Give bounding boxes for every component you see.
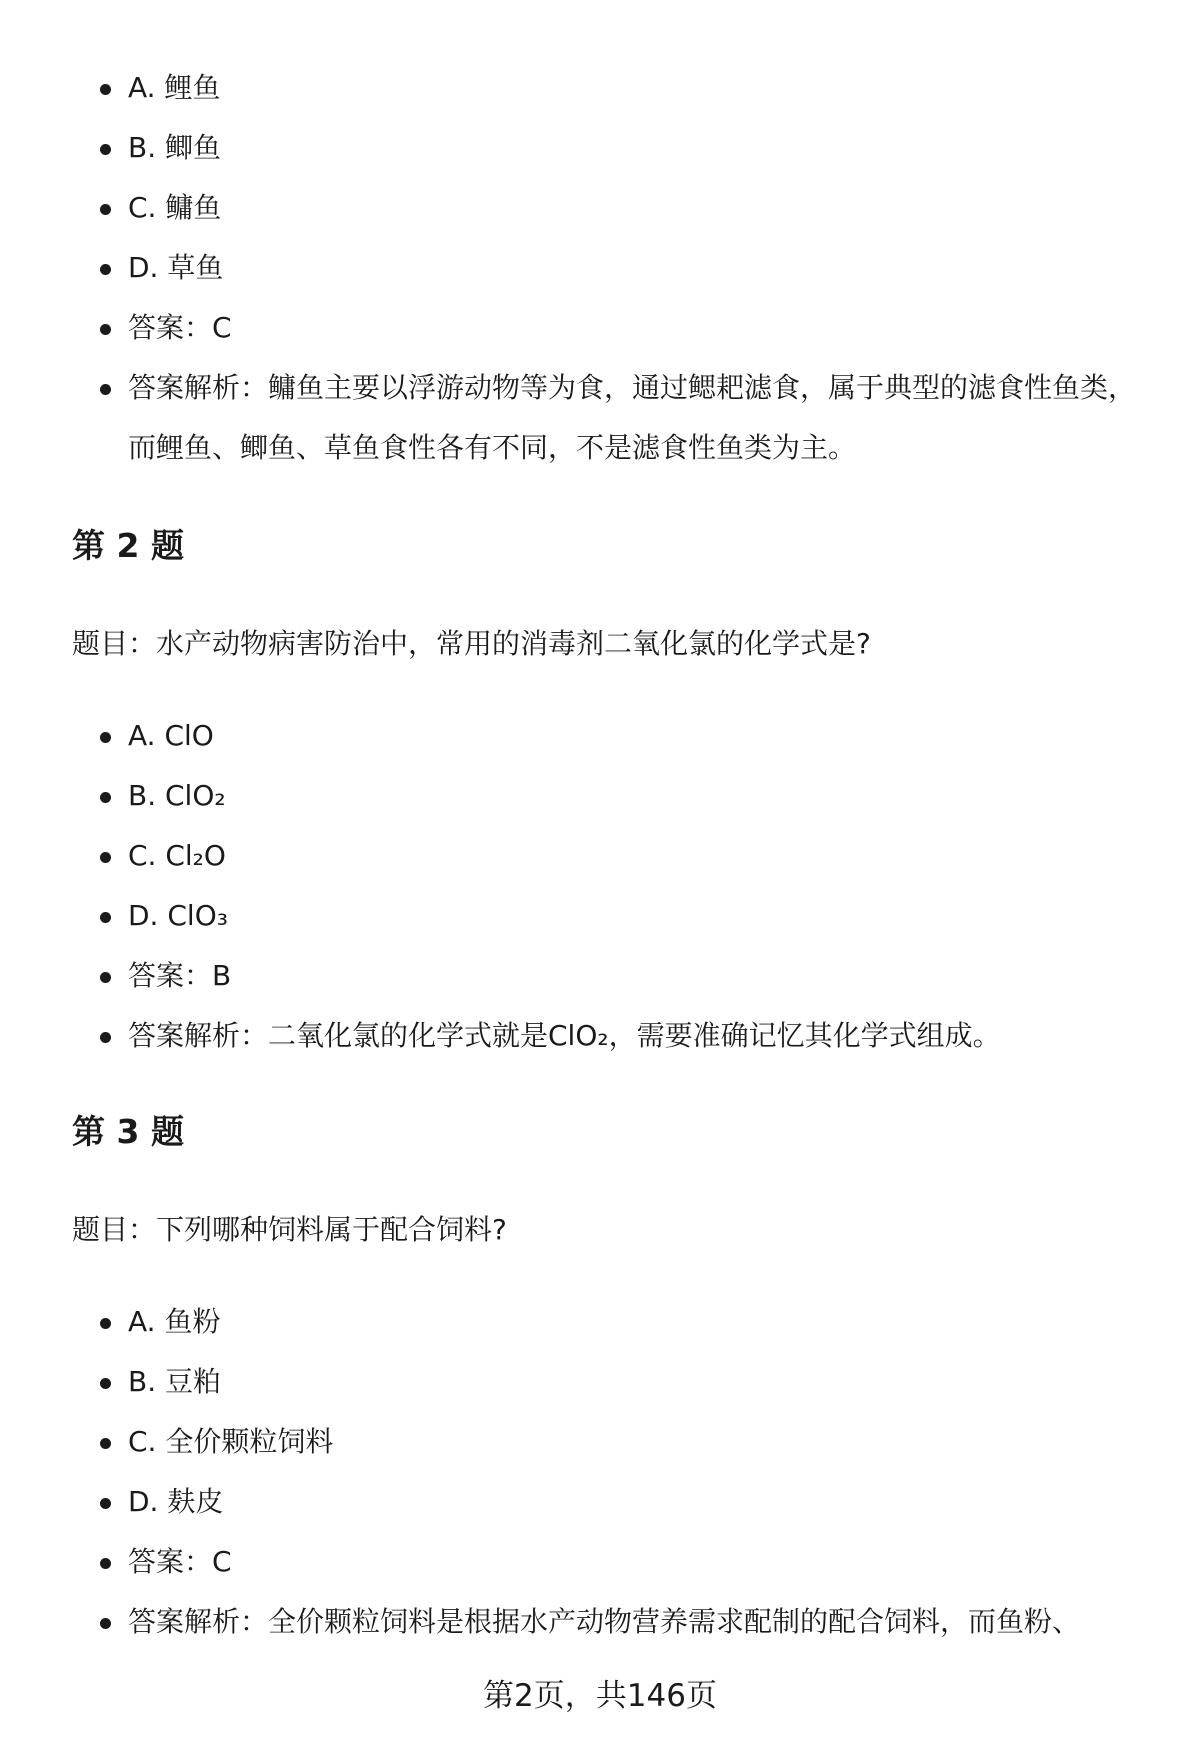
option-b: B. 豆粕 (72, 1352, 1152, 1412)
option-c: C. 鳙鱼 (72, 178, 1152, 238)
bullet-icon (100, 1318, 111, 1329)
question-2-list (72, 706, 1152, 1066)
question-2-heading: 第 2 题 (72, 526, 184, 565)
bullet-icon (100, 84, 111, 95)
option-b: B. ClO₂ (72, 766, 1152, 826)
bullet-icon (100, 1618, 111, 1629)
bullet-icon (100, 1438, 111, 1449)
question-3-heading: 第 3 题 (72, 1112, 184, 1151)
option-d: D. ClO₃ (72, 886, 1152, 946)
bullet-icon (100, 732, 111, 743)
option-b: B. 鲫鱼 (72, 118, 1152, 178)
option-a: A. 鱼粉 (72, 1292, 1152, 1352)
answer: 答案：B (72, 946, 1152, 1006)
bullet-icon (100, 1498, 111, 1509)
option-d: D. 麸皮 (72, 1472, 1152, 1532)
question-3-stem: 题目：下列哪种饲料属于配合饲料? (72, 1213, 507, 1246)
question-3-list (72, 1292, 1152, 1652)
bullet-icon (100, 384, 111, 395)
bullet-icon (100, 912, 111, 923)
answer-explanation: 答案解析：全价颗粒饲料是根据水产动物营养需求配制的配合饲料，而鱼粉、 (72, 1592, 1152, 1652)
bullet-icon (100, 324, 111, 335)
answer-explanation: 答案解析：鳙鱼主要以浮游动物等为食，通过鳃耙滤食，属于典型的滤食性鱼类，而鲤鱼、鲫鱼、草鱼食性各有不同，不是滤食性鱼类为主。 (72, 358, 1152, 478)
option-a: A. ClO (72, 706, 1152, 766)
answer: 答案：C (72, 298, 1152, 358)
page-number-footer: 第2页，共146页 (483, 1678, 717, 1714)
bullet-icon (100, 1558, 111, 1569)
question-2-stem: 题目：水产动物病害防治中，常用的消毒剂二氧化氯的化学式是? (72, 627, 871, 660)
bullet-icon (100, 1378, 111, 1389)
option-c: C. Cl₂O (72, 826, 1152, 886)
option-c: C. 全价颗粒饲料 (72, 1412, 1152, 1472)
option-d: D. 草鱼 (72, 238, 1152, 298)
answer-explanation: 答案解析：二氧化氯的化学式就是ClO₂，需要准确记忆其化学式组成。 (72, 1006, 1152, 1066)
bullet-icon (100, 204, 111, 215)
bullet-icon (100, 972, 111, 983)
bullet-icon (100, 1032, 111, 1043)
bullet-icon (100, 792, 111, 803)
bullet-icon (100, 852, 111, 863)
bullet-icon (100, 264, 111, 275)
question-1-list (72, 58, 1152, 478)
option-a: A. 鲤鱼 (72, 58, 1152, 118)
answer: 答案：C (72, 1532, 1152, 1592)
bullet-icon (100, 144, 111, 155)
